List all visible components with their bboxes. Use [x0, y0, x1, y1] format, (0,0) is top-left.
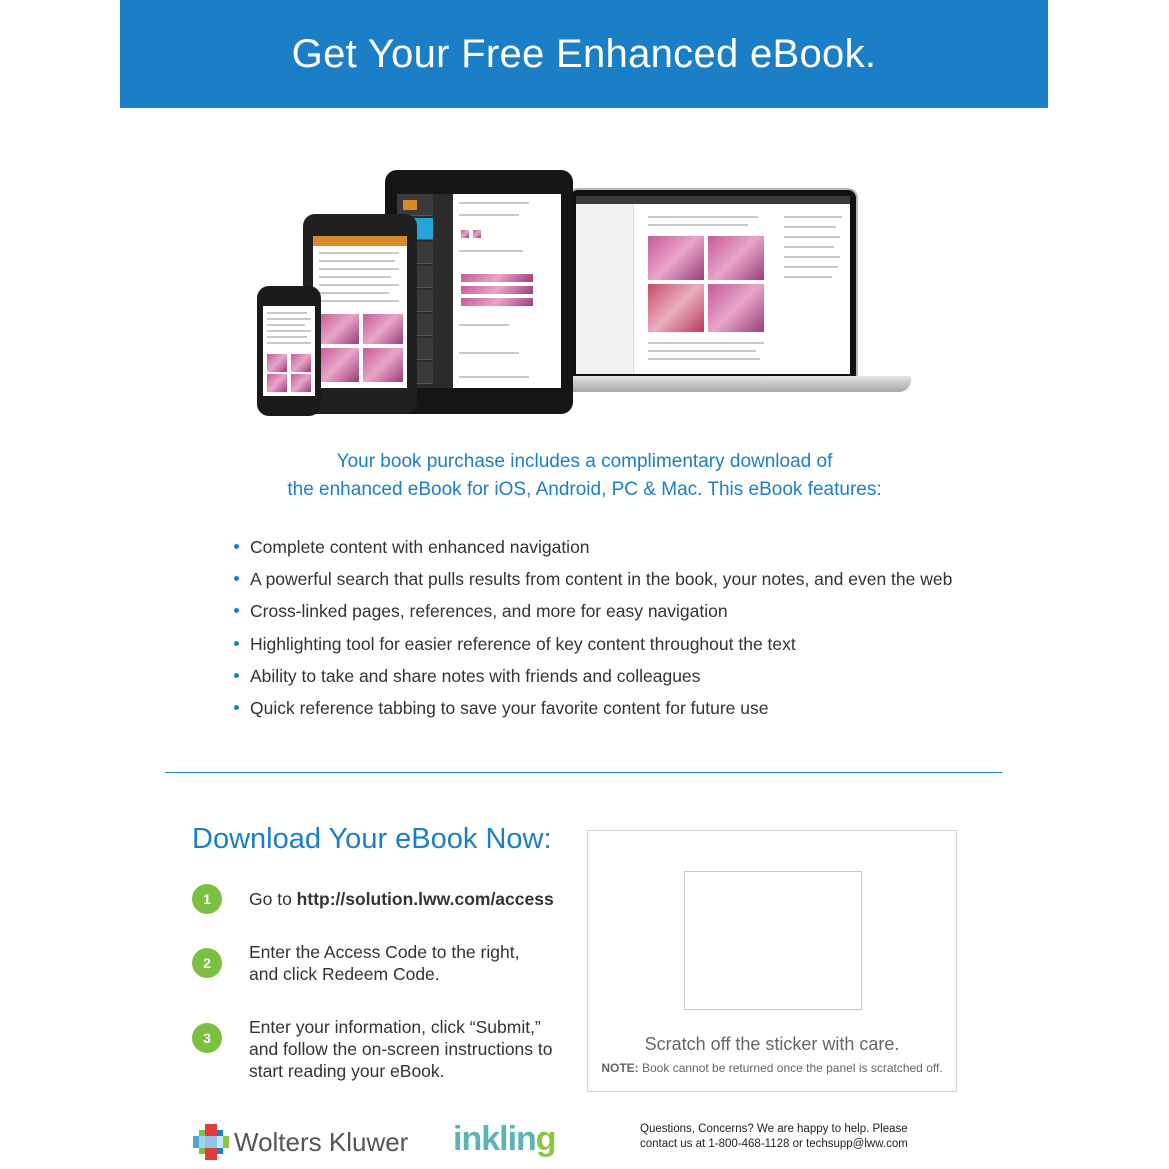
- bullet-icon: [234, 705, 239, 710]
- feature-item: Cross-linked pages, references, and more for easy navigation: [232, 598, 992, 630]
- feature-item: Quick reference tabbing to save your favorite content for future use: [232, 695, 992, 727]
- laptop-illustration: [568, 188, 858, 378]
- bullet-icon: [234, 673, 239, 678]
- contact-line-2: contact us at 1-800-468-1128 or techsupp@lww.com: [640, 1138, 908, 1150]
- feature-item: A powerful search that pulls results from content in the book, your notes, and even the web: [232, 566, 992, 598]
- devices-illustration: [255, 168, 915, 420]
- step-number-badge: 2: [192, 948, 222, 978]
- contact-line-1: Questions, Concerns? We are happy to help. Please: [640, 1123, 908, 1135]
- header-banner: [120, 0, 1048, 108]
- bullet-icon: [234, 641, 239, 646]
- bullet-icon: [234, 544, 239, 549]
- step-text: Enter the Access Code to the right, and click Redeem Code.: [249, 942, 520, 984]
- intro-line-1: Your book purchase includes a complimentary download of: [336, 451, 833, 472]
- step-number-badge: 1: [192, 884, 222, 914]
- bullet-icon: [234, 608, 239, 613]
- feature-item: Complete content with enhanced navigation: [232, 534, 992, 566]
- inkling-logo: inkling: [453, 1120, 556, 1158]
- step-text: Enter your information, click “Submit,” and follow the on-screen instructions to start reading your eBook.: [249, 1017, 553, 1081]
- wolters-kluwer-logo-icon: [193, 1124, 229, 1160]
- intro-line-2: the enhanced eBook for iOS, Android, PC & Mac. This eBook features:: [287, 479, 882, 500]
- scratch-off-sticker[interactable]: [684, 871, 862, 1010]
- access-code-panel: [587, 830, 957, 1092]
- intro-text: [0, 448, 1169, 504]
- laptop-base: [535, 376, 911, 392]
- section-divider: [165, 772, 1002, 773]
- features-list: [232, 534, 992, 727]
- wolters-kluwer-logo-text: Wolters Kluwer: [234, 1127, 409, 1157]
- scratch-note: NOTE: Book cannot be returned once the panel is scratched off.: [601, 1061, 943, 1075]
- banner-title: Get Your Free Enhanced eBook.: [291, 31, 877, 76]
- bullet-icon: [234, 576, 239, 581]
- step-number-badge: 3: [192, 1023, 222, 1053]
- scratch-instruction: Scratch off the sticker with care.: [644, 1034, 900, 1054]
- feature-item: Highlighting tool for easier reference of key content throughout the text: [232, 631, 992, 663]
- phone-illustration: [257, 286, 321, 416]
- contact-info: [640, 1122, 908, 1152]
- step-text: Go to http://solution.lww.com/access: [249, 889, 554, 909]
- access-url-link[interactable]: http://solution.lww.com/access: [296, 889, 554, 909]
- download-title: Download Your eBook Now:: [192, 823, 552, 855]
- feature-item: Ability to take and share notes with friends and colleagues: [232, 663, 992, 695]
